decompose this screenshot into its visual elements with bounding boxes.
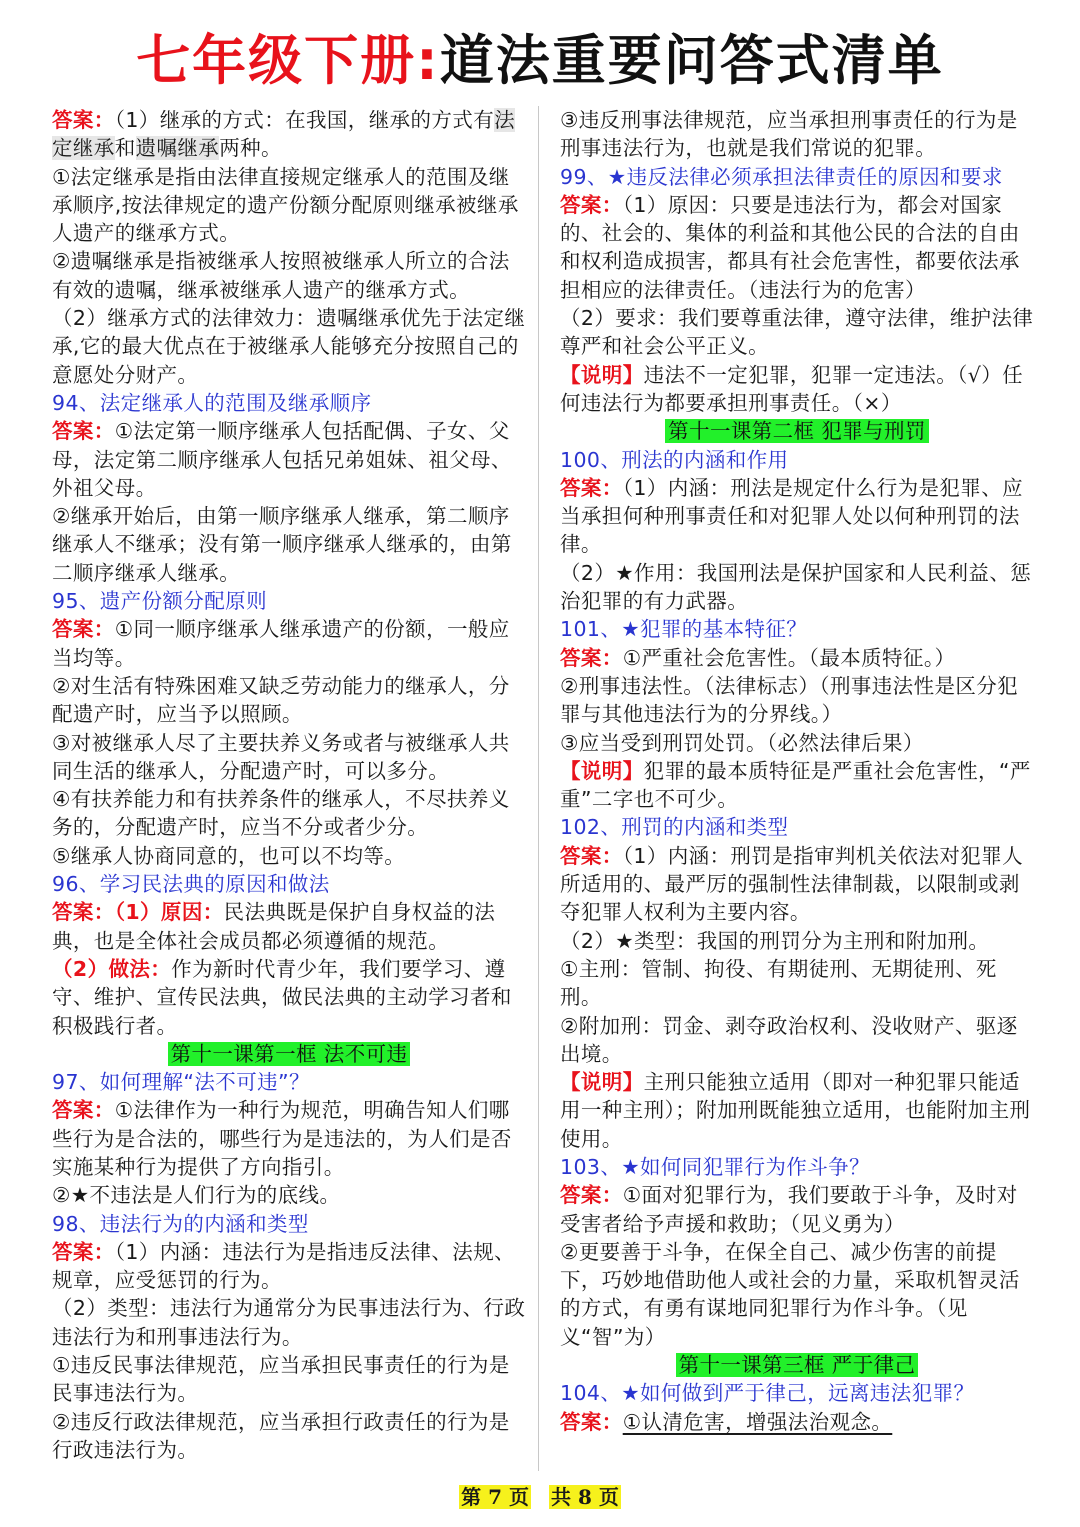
text-paragraph: ④有扶养能力和有扶养条件的继承人，不尽扶养义务的，分配遗产时，应当不分或者少分。 bbox=[52, 787, 510, 840]
text-paragraph: ③对被继承人尽了主要扶养义务或者与被继承人共同生活的继承人，分配遗产时，可以多分。 bbox=[52, 730, 510, 783]
question-94: 94、法定继承人的范围及继承顺序 bbox=[52, 390, 372, 415]
text-paragraph: （2）★类型：我国的刑罚分为主刑和附加刑。 bbox=[560, 928, 990, 953]
section-heading: 第十一课第一框 法不可违 bbox=[52, 1040, 526, 1068]
text-paragraph: ②遗嘱继承是指被继承人按照被继承人所立的合法有效的遗嘱，继承被继承人遗产的继承方式。 bbox=[52, 249, 510, 302]
answer-label: 答案： bbox=[560, 475, 623, 500]
question-99: 99、★违反法律必须承担法律责任的原因和要求 bbox=[560, 164, 1003, 189]
answer-label: 答案： bbox=[52, 617, 115, 642]
note-paragraph: 【说明】主刑只能独立适用（即对一种犯罪只能适用一种主刑）；附加刑既能独立适用，也能附加主刑使用。 bbox=[560, 1070, 1031, 1151]
question-98: 98、违法行为的内涵和类型 bbox=[52, 1211, 309, 1236]
right-column bbox=[560, 106, 1034, 1436]
text-paragraph: ③应当受到刑罚处罚。（必然法律后果） bbox=[560, 730, 924, 755]
page-total: 共 8 页 bbox=[551, 1485, 619, 1509]
answer-label: 答案： bbox=[52, 1239, 115, 1264]
text-paragraph: ②刑事违法性。（法律标志）（刑事违法性是区分犯罪与其他违法行为的分界线。） bbox=[560, 673, 1019, 727]
column-divider bbox=[538, 106, 539, 1471]
answer-paragraph: 答案：（1）原因：民法典既是保护自身权益的法典，也是全体社会成员都必须遵循的规范。 bbox=[52, 900, 496, 953]
answer-label: 答案： bbox=[560, 192, 623, 217]
highlight-term: 遗嘱继承 bbox=[135, 136, 220, 161]
text-paragraph: ②对生活有特殊困难又缺乏劳动能力的继承人，分配遗产时，应当予以照顾。 bbox=[52, 673, 510, 727]
page-footer bbox=[0, 1482, 1080, 1512]
note-paragraph: 【说明】违法不一定犯罪，犯罪一定违法。（√）任何违法行为都要承担刑事责任。（×） bbox=[560, 362, 1024, 415]
note-label: 【说明】 bbox=[560, 362, 644, 387]
text-paragraph: ②违反行政法律规范，应当承担行政责任的行为是行政违法行为。 bbox=[52, 1409, 510, 1462]
title-subject: 道法重要问答式清单 bbox=[439, 29, 944, 92]
question-96: 96、学习民法典的原因和做法 bbox=[52, 872, 330, 897]
answer-label: 答案： bbox=[52, 108, 115, 132]
answer-paragraph: 答案：①法定第一顺序继承人包括配偶、子女、父母，法定第二顺序继承人包括兄弟姐妹、祖父母、外祖父母。 bbox=[52, 419, 512, 500]
answer-paragraph: 答案：（1）继承的方式：在我国，继承的方式有法定继承和遗嘱继承两种。 bbox=[52, 108, 516, 161]
reason-label: （1）原因： bbox=[114, 900, 224, 925]
question-97: 97、如何理解“法不可违”？ bbox=[52, 1070, 310, 1095]
text-paragraph: ②★不违法是人们行为的底线。 bbox=[52, 1183, 341, 1208]
answer-label: 答案： bbox=[560, 843, 623, 868]
answer-paragraph: 答案：①面对犯罪行为，我们要敢于斗争，及时对受害者给予声援和救助；（见义勇为） bbox=[560, 1183, 1018, 1236]
answer-label: 答案： bbox=[52, 1098, 115, 1123]
text-paragraph: ②继承开始后，由第一顺序继承人继承，第二顺序继承人不继承；没有第一顺序继承人继承的，由第二顺序继承人继承。 bbox=[52, 504, 512, 585]
answer-label: 答案： bbox=[52, 419, 115, 444]
answer-paragraph: 答案：（1）内涵：违法行为是指违反法律、法规、规章，应受惩罚的行为。 bbox=[52, 1239, 515, 1293]
answer-label: 答案： bbox=[560, 645, 623, 670]
note-label: 【说明】 bbox=[560, 758, 644, 783]
answer-label: 答案： bbox=[52, 900, 115, 925]
highlight-term: 法定继承 bbox=[52, 108, 516, 161]
note-label: 【说明】 bbox=[560, 1070, 644, 1095]
text-paragraph: ③违反刑事法律规范，应当承担刑事责任的行为是刑事违法行为，也就是我们常说的犯罪。 bbox=[560, 108, 1018, 161]
answer-paragraph: 答案：①同一顺序继承人继承遗产的份额，一般应当均等。 bbox=[52, 617, 510, 670]
question-100: 100、刑法的内涵和作用 bbox=[560, 447, 789, 472]
question-102: 102、刑罚的内涵和类型 bbox=[560, 815, 789, 840]
text-paragraph: （2）做法：作为新时代青少年，我们要学习、遵守、维护、宣传民法典，做民法典的主动学习者和积极践行者。 bbox=[52, 956, 512, 1038]
question-101: 101、★犯罪的基本特征？ bbox=[560, 617, 808, 642]
text-paragraph: ②更要善于斗争，在保全自己、减少伤害的前提下，巧妙地借助他人或社会的力量，采取机智灵活的方式，有勇有谋地同犯罪行为作斗争。（见义“智”为） bbox=[560, 1239, 1020, 1349]
answer-paragraph: 答案：（1）内涵：刑罚是指审判机关依法对犯罪人所适用的、最严厉的强制性法律制裁，以限制或剥夺犯罪人权利为主要内容。 bbox=[560, 843, 1023, 925]
text-paragraph: ⑤继承人协商同意的，也可以不均等。 bbox=[52, 843, 406, 868]
answer-paragraph: 答案：（1）原因：只要是违法行为，都会对国家的、社会的、集体的利益和其他公民的合法的自由和权利造成损害，都具有社会危害性，都要依法承担相应的法律责任。（违法行为的危害） bbox=[560, 192, 1020, 302]
answer-paragraph: 答案：①法律作为一种行为规范，明确告知人们哪些行为是合法的，哪些行为是违法的，为人们是否实施某种行为提供了方向指引。 bbox=[52, 1098, 512, 1179]
answer-label: 答案： bbox=[560, 1183, 623, 1208]
title-grade: 七年级下册: bbox=[136, 29, 440, 92]
text-paragraph: ①法定继承是指由法律直接规定继承人的范围及继承顺序,按法律规定的遗产份额分配原则继承被继承人遗产的继承方式。 bbox=[52, 164, 519, 246]
text-paragraph: （2）继承方式的法律效力：遗嘱继承优先于法定继承,它的最大优点在于被继承人能够充分按照自己的意愿处分财产。 bbox=[52, 306, 526, 387]
answer-paragraph: 答案：①认清危害，增强法治观念。 bbox=[560, 1409, 893, 1434]
left-column bbox=[52, 106, 526, 1464]
page-number: 第 7 页 bbox=[461, 1485, 529, 1509]
text-paragraph: （2）★作用：我国刑法是保护国家和人民利益、惩治犯罪的有力武器。 bbox=[560, 560, 1032, 614]
question-103: 103、★如何同犯罪行为作斗争？ bbox=[560, 1154, 870, 1179]
page-title bbox=[0, 26, 1080, 96]
question-104: 104、★如何做到严于律己，远离违法犯罪？ bbox=[560, 1381, 975, 1406]
method-label: （2）做法： bbox=[52, 956, 172, 981]
text-paragraph: ①违反民事法律规范，应当承担民事责任的行为是民事违法行为。 bbox=[52, 1353, 510, 1406]
answer-paragraph: 答案：（1）内涵：刑法是规定什么行为是犯罪、应当承担何种刑事责任和对犯罪人处以何种刑罚的法律。 bbox=[560, 475, 1023, 557]
text-paragraph: （2）要求：我们要尊重法律，遵守法律，维护法律尊严和社会公平正义。 bbox=[560, 306, 1034, 359]
section-heading: 第十一课第二框 犯罪与刑罚 bbox=[560, 417, 1034, 445]
answer-paragraph: 答案：①严重社会危害性。（最本质特征。） bbox=[560, 645, 956, 670]
note-paragraph: 【说明】犯罪的最本质特征是严重社会危害性，“严重”二字也不可少。 bbox=[560, 758, 1031, 812]
question-95: 95、遗产份额分配原则 bbox=[52, 589, 267, 614]
text-paragraph: （2）类型：违法行为通常分为民事违法行为、行政违法行为和刑事违法行为。 bbox=[52, 1296, 526, 1349]
text-paragraph: ①主刑：管制、拘役、有期徒刑、无期徒刑、死刑。 bbox=[560, 956, 997, 1010]
text-paragraph: ②附加刑：罚金、剥夺政治权利、没收财产、驱逐出境。 bbox=[560, 1013, 1018, 1066]
answer-label: 答案： bbox=[560, 1409, 623, 1434]
section-heading: 第十一课第三框 严于律己 bbox=[560, 1351, 1034, 1379]
